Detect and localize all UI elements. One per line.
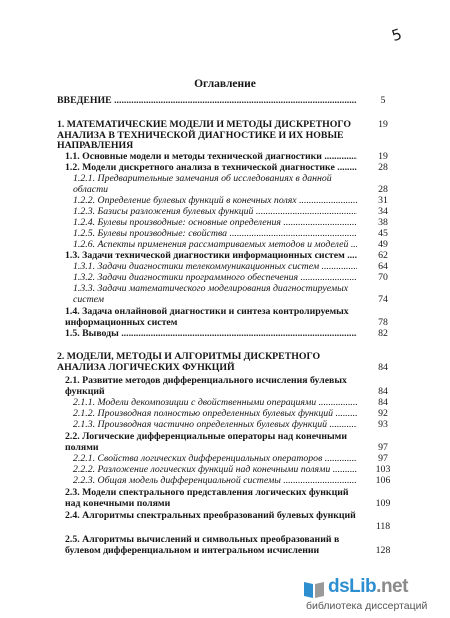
toc-entry-page: 5	[380, 95, 386, 106]
toc-entry-title: 2.2.2. Разложение логических функций над конечными полями .....	[73, 465, 357, 476]
toc-entry-page: 106	[375, 475, 391, 486]
toc-entry-title: 2.1.2. Производная полностью определенных булевых функций .....	[73, 409, 357, 420]
toc-entry-title: 2. МОДЕЛИ, МЕТОДЫ И АЛГОРИТМЫ ДИСКРЕТНОГО АНАЛИЗА ЛОГИЧЕСКИХ ФУНКЦИЙ	[57, 352, 321, 373]
toc-entry-title: 1.5. Выводы .....	[65, 329, 357, 340]
toc-entry-title: 2.5. Алгоритмы вычислений и символьных преобразований в булевом дифференциальном и интегральном исчислении	[65, 535, 340, 556]
toc-entry-page: 97	[378, 453, 388, 464]
toc-entry-page: 31	[378, 195, 388, 206]
toc-entry-page: 84	[378, 386, 388, 397]
toc-entry-page: 38	[378, 217, 388, 228]
toc-entry-page: 118	[375, 521, 391, 532]
toc-entry-page: 84	[378, 397, 388, 408]
toc-entry-title: 2.1. Развитие методов дифференциального исчисления булевых функций	[65, 376, 347, 397]
toc-entry-title: 1.3.1. Задачи диагностики телекоммуникационных систем .....	[73, 262, 357, 273]
toc-entry-page: 64	[378, 261, 388, 272]
toc-entry-title: 1.2. Модели дискретного анализа в технической диагностике .....	[65, 163, 357, 174]
toc-entry-page: 49	[378, 239, 388, 250]
toc-entry-page: 28	[378, 162, 388, 173]
toc-entry-title: 1.3.2. Задачи диагностики программного обеспечения .....	[73, 273, 357, 284]
toc-entry-title: 1.2.6. Аспекты применения рассматриваемых методов и моделей .....	[73, 240, 357, 251]
toc-entry-page: 92	[378, 408, 388, 419]
toc-entry-page: 28	[378, 184, 388, 195]
toc-entry-page: 19	[378, 119, 388, 130]
toc-entry-title: 2.1.1. Модели декомпозиции с двойственными операциями .....	[73, 398, 357, 409]
book-logo-icon	[302, 578, 326, 600]
toc-entry-title: 2.2. Логические дифференциальные операторы над конечными полями	[65, 432, 347, 453]
toc-entry-page: 34	[378, 206, 388, 217]
toc-entry-title: 2.2.1. Свойства логических дифференциальных операторов .....	[73, 454, 357, 465]
toc-entry-page: 128	[375, 545, 391, 556]
toc-entry-title: 1. МАТЕМАТИЧЕСКИЕ МОДЕЛИ И МЕТОДЫ ДИСКРЕТНОГО АНАЛИЗА В ТЕХНИЧЕСКОЙ ДИАГНОСТИКЕ И ИХ НОВЫЕ НАПРАВЛЕНИЯ	[57, 120, 351, 152]
toc-entry-page: 70	[378, 272, 388, 283]
toc-entry-page: 62	[378, 250, 388, 261]
toc-entry-page: 103	[375, 464, 391, 475]
toc-entry-page: 74	[378, 294, 388, 305]
toc-entry-title: 1.1. Основные модели и методы технической диагностики .....	[65, 152, 357, 163]
toc-entry-title: 1.2.4. Булевы производные: основные определения .....	[73, 218, 357, 229]
toc-entry-title: 1.2.2. Определение булевых функций в конечных полях .....	[73, 196, 357, 207]
toc-entry-title: 1.2.3. Базисы разложения булевых функций .....	[73, 207, 357, 218]
toc-entry-title: 1.3.3. Задачи математического моделирования диагностируемых систем	[73, 284, 349, 305]
toc-entry-title: 2.3. Модели спектрального представления логических функций над конечными полями	[65, 488, 349, 509]
toc-entry-title: 1.3. Задачи технической диагностики информационных систем .....	[65, 251, 357, 262]
handwritten-page-number: 5	[389, 24, 405, 46]
toc-entry-page: 84	[378, 362, 388, 373]
watermark-brand: dsLib.net	[328, 576, 408, 597]
toc-entry-title: 1.2.1. Предварительные замечания об исследованиях в данной области	[73, 174, 332, 195]
toc-entry-title: ВВЕДЕНИЕ .....	[57, 96, 357, 107]
toc-entry-title: 1.4. Задача онлайновой диагностики и синтеза контролируемых информационных систем	[65, 307, 349, 328]
toc-entry-title: 2.2.3. Общая модель дифференциальной системы .....	[73, 476, 357, 487]
toc-entry-title: 2.4. Алгоритмы спектральных преобразований булевых функций	[65, 511, 356, 521]
dslib-watermark[interactable]	[302, 576, 450, 616]
toc-entry-page: 97	[378, 442, 388, 453]
toc-entry-page: 93	[378, 419, 388, 430]
toc-entry-page: 109	[375, 498, 391, 509]
toc-entry-title: 1.2.5. Булевы производные: свойства .....	[73, 229, 357, 240]
toc-entry-title: 2.1.3. Производная частично определенных булевых функций .....	[73, 420, 357, 431]
toc-entry-page: 78	[378, 317, 388, 328]
toc-entry-page: 45	[378, 228, 388, 239]
toc-entry-page: 19	[378, 151, 388, 162]
toc-title: Оглавление	[194, 78, 256, 90]
toc-entry-page: 82	[378, 328, 388, 339]
watermark-subtitle: библиотека диссертаций	[306, 600, 428, 612]
